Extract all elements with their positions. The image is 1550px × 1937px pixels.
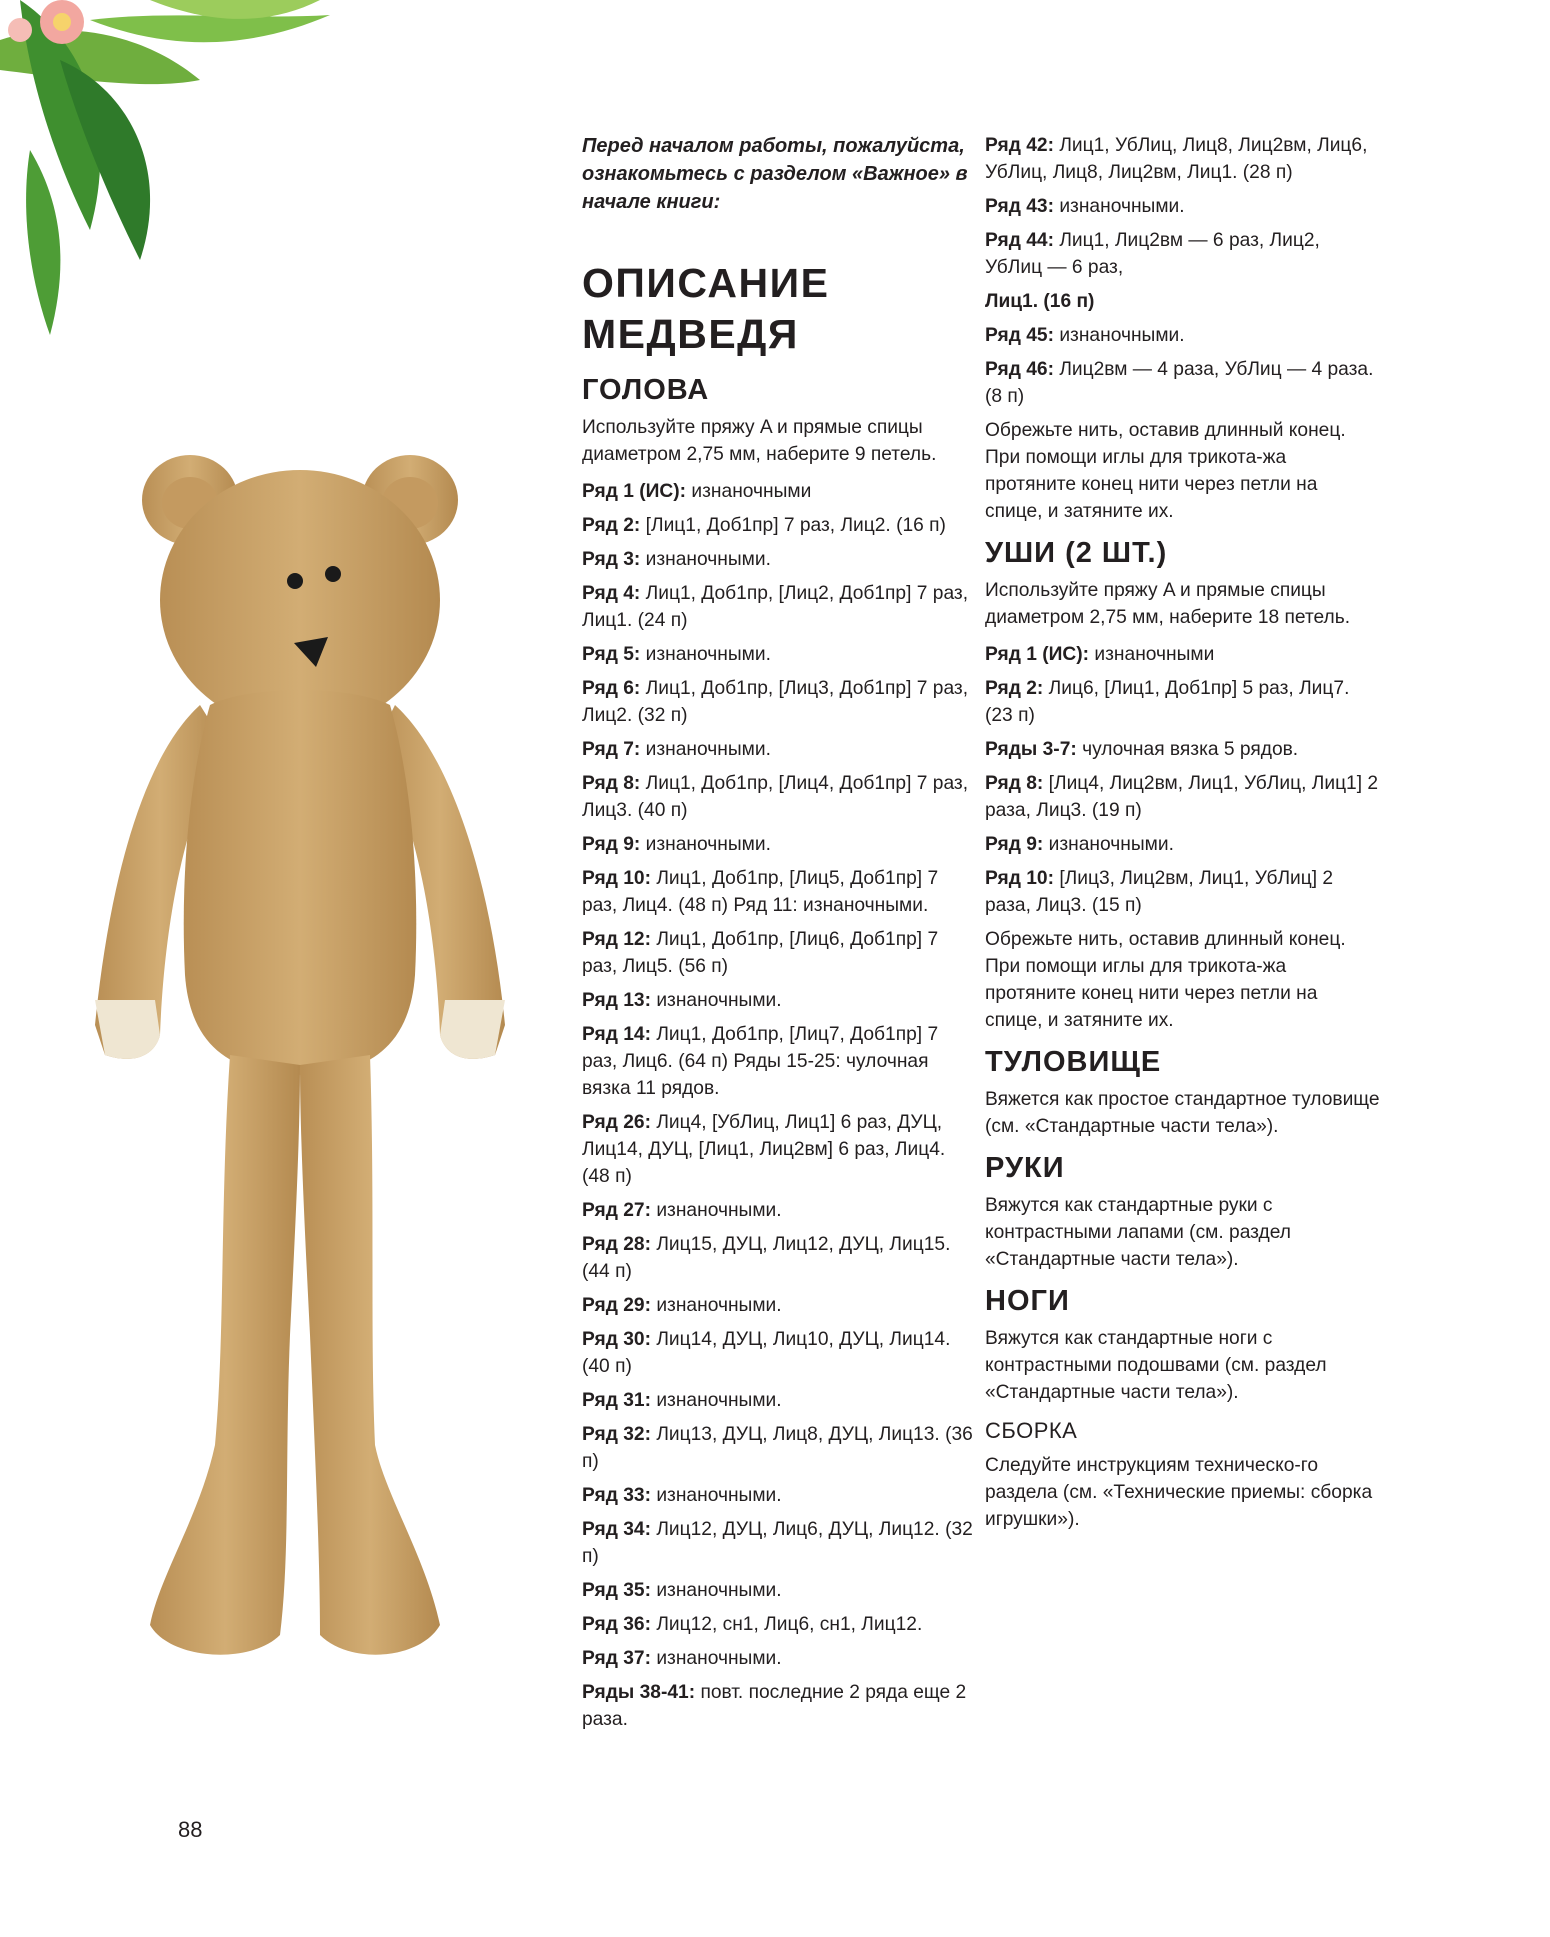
main-title-line-1: ОПИСАНИЕ — [582, 260, 830, 306]
ears-section-title: УШИ (2 ШТ.) — [985, 537, 1168, 569]
row-instruction: Ряд 28: Лиц15, ДУЦ, Лиц12, ДУЦ, Лиц15. (44 п) — [582, 1234, 951, 1282]
head-section-title: ГОЛОВА — [582, 374, 710, 406]
row-instruction: Ряд 29: изнаночными. — [582, 1295, 782, 1316]
row-instruction: Ряд 6: Лиц1, Доб1пр, [Лиц3, Доб1пр] 7 раз, Лиц2. (32 п) — [582, 678, 969, 726]
intro-note: Перед началом работы, пожалуйста, ознакомьтесь с разделом «Важное» в начале книги: — [582, 135, 968, 213]
left-column — [582, 132, 977, 1740]
assembly-text: Следуйте инструкциям техническо-го раздела (см. «Технические приемы: сборка игрушки»). — [985, 1455, 1373, 1530]
row-instruction: Ряд 34: Лиц12, ДУЦ, Лиц6, ДУЦ, Лиц12. (32 п) — [582, 1519, 973, 1567]
assembly-section — [985, 1416, 1380, 1533]
row-instruction: Ряд 36: Лиц12, сн1, Лиц6, сн1, Лиц12. — [582, 1614, 923, 1635]
row-instruction: Ряд 43: изнаночными. — [985, 196, 1185, 217]
row-instruction: Ряд 32: Лиц13, ДУЦ, Лиц8, ДУЦ, Лиц13. (36 п) — [582, 1424, 973, 1472]
ears-section — [985, 535, 1380, 1034]
legs-section — [985, 1283, 1380, 1406]
row-instruction: Ряд 42: Лиц1, УбЛиц, Лиц8, Лиц2вм, Лиц6, УбЛиц, Лиц8, Лиц2вм, Лиц1. (28 п) — [985, 135, 1368, 183]
row-instruction: Ряд 8: Лиц1, Доб1пр, [Лиц4, Доб1пр] 7 раз, Лиц3. (40 п) — [582, 773, 969, 821]
row-instruction: Ряд 33: изнаночными. — [582, 1485, 782, 1506]
row-instruction: Ряды 3-7: чулочная вязка 5 рядов. — [985, 739, 1299, 760]
tropical-leaves-illustration — [0, 0, 340, 340]
legs-text: Вяжутся как стандартные ноги с контрастными подошвами (см. раздел «Стандартные части тела»). — [985, 1328, 1327, 1403]
arms-section-title: РУКИ — [985, 1152, 1065, 1184]
row-instruction: Ряд 12: Лиц1, Доб1пр, [Лиц6, Доб1пр] 7 раз, Лиц5. (56 п) — [582, 929, 939, 977]
torso-text: Вяжется как простое стандартное туловище (см. «Стандартные части тела»). — [985, 1089, 1380, 1137]
row-instruction: Ряд 2: [Лиц1, Доб1пр] 7 раз, Лиц2. (16 п) — [582, 515, 946, 536]
row-instruction: Ряд 45: изнаночными. — [985, 325, 1185, 346]
row-instruction: Ряд 2: Лиц6, [Лиц1, Доб1пр] 5 раз, Лиц7. (23 п) — [985, 678, 1350, 726]
row-instruction: Ряд 10: [Лиц3, Лиц2вм, Лиц1, УбЛиц] 2 раза, Лиц3. (15 п) — [985, 868, 1334, 916]
row-instruction: Ряд 30: Лиц14, ДУЦ, Лиц10, ДУЦ, Лиц14. (40 п) — [582, 1329, 951, 1377]
row-instruction: Ряд 35: изнаночными. — [582, 1580, 782, 1601]
torso-section-title: ТУЛОВИЩЕ — [985, 1046, 1162, 1078]
knitted-bear-photo — [50, 455, 560, 1695]
row-instruction: Ряд 3: изнаночными. — [582, 549, 771, 570]
row-instruction: Ряд 4: Лиц1, Доб1пр, [Лиц2, Доб1пр] 7 раз, Лиц1. (24 п) — [582, 583, 969, 631]
right-column — [985, 132, 1380, 1543]
row-instruction: Ряд 5: изнаночными. — [582, 644, 771, 665]
row-instruction: Ряд 46: Лиц2вм — 4 раза, УбЛиц — 4 раза. (8 п) — [985, 359, 1374, 407]
row-instruction: Ряд 8: [Лиц4, Лиц2вм, Лиц1, УбЛиц, Лиц1] 2 раза, Лиц3. (19 п) — [985, 773, 1379, 821]
row-instruction: Ряды 38-41: повт. последние 2 ряда еще 2 раза. — [582, 1682, 967, 1730]
page-number: 88 — [178, 1817, 203, 1842]
assembly-section-title: СБОРКА — [985, 1418, 1078, 1443]
row-instruction: Ряд 31: изнаночными. — [582, 1390, 782, 1411]
row-instruction: Ряд 26: Лиц4, [УбЛиц, Лиц1] 6 раз, ДУЦ, Лиц14, ДУЦ, [Лиц1, Лиц2вм] 6 раз, Лиц4. (48 п) — [582, 1112, 946, 1187]
row-instruction: Ряд 1 (ИС): изнаночными — [985, 644, 1215, 665]
row-instruction: Ряд 14: Лиц1, Доб1пр, [Лиц7, Доб1пр] 7 раз, Лиц6. (64 п) Ряды 15-25: чулочная вязка 11 рядов. — [582, 1024, 939, 1099]
head-finish: Обрежьте нить, оставив длинный конец. При помощи иглы для трикота-жа протяните конец нити через петли на спице, и затяните их. — [985, 420, 1346, 522]
ears-finish: Обрежьте нить, оставив длинный конец. При помощи иглы для трикота-жа протяните конец нити через петли на спице, и затяните их. — [985, 929, 1346, 1031]
head-rows — [582, 478, 977, 1733]
row-instruction: Ряд 9: изнаночными. — [985, 834, 1174, 855]
row-instruction: Ряд 37: изнаночными. — [582, 1648, 782, 1669]
main-title — [582, 258, 977, 360]
ears-intro: Используйте пряжу A и прямые спицы диаметром 2,75 мм, наберите 18 петель. — [985, 580, 1351, 628]
row-instruction: Лиц1. (16 п) — [985, 291, 1095, 312]
row-instruction: Ряд 7: изнаночными. — [582, 739, 771, 760]
row-instruction: Ряд 13: изнаночными. — [582, 990, 782, 1011]
arms-text: Вяжутся как стандартные руки с контрастными лапами (см. раздел «Стандартные части тела»). — [985, 1195, 1291, 1270]
main-title-line-2: МЕДВЕДЯ — [582, 311, 799, 357]
arms-section — [985, 1150, 1380, 1273]
head-rows-continued — [985, 132, 1380, 410]
row-instruction: Ряд 44: Лиц1, Лиц2вм — 6 раз, Лиц2, УбЛиц — 6 раз, — [985, 230, 1320, 278]
row-instruction: Ряд 27: изнаночными. — [582, 1200, 782, 1221]
head-intro: Используйте пряжу A и прямые спицы диаметром 2,75 мм, наберите 9 петель. — [582, 417, 937, 465]
row-instruction: Ряд 1 (ИС): изнаночными — [582, 481, 812, 502]
torso-section — [985, 1044, 1380, 1140]
row-instruction: Ряд 9: изнаночными. — [582, 834, 771, 855]
legs-section-title: НОГИ — [985, 1285, 1070, 1317]
row-instruction: Ряд 10: Лиц1, Доб1пр, [Лиц5, Доб1пр] 7 раз, Лиц4. (48 п) Ряд 11: изнаночными. — [582, 868, 939, 916]
